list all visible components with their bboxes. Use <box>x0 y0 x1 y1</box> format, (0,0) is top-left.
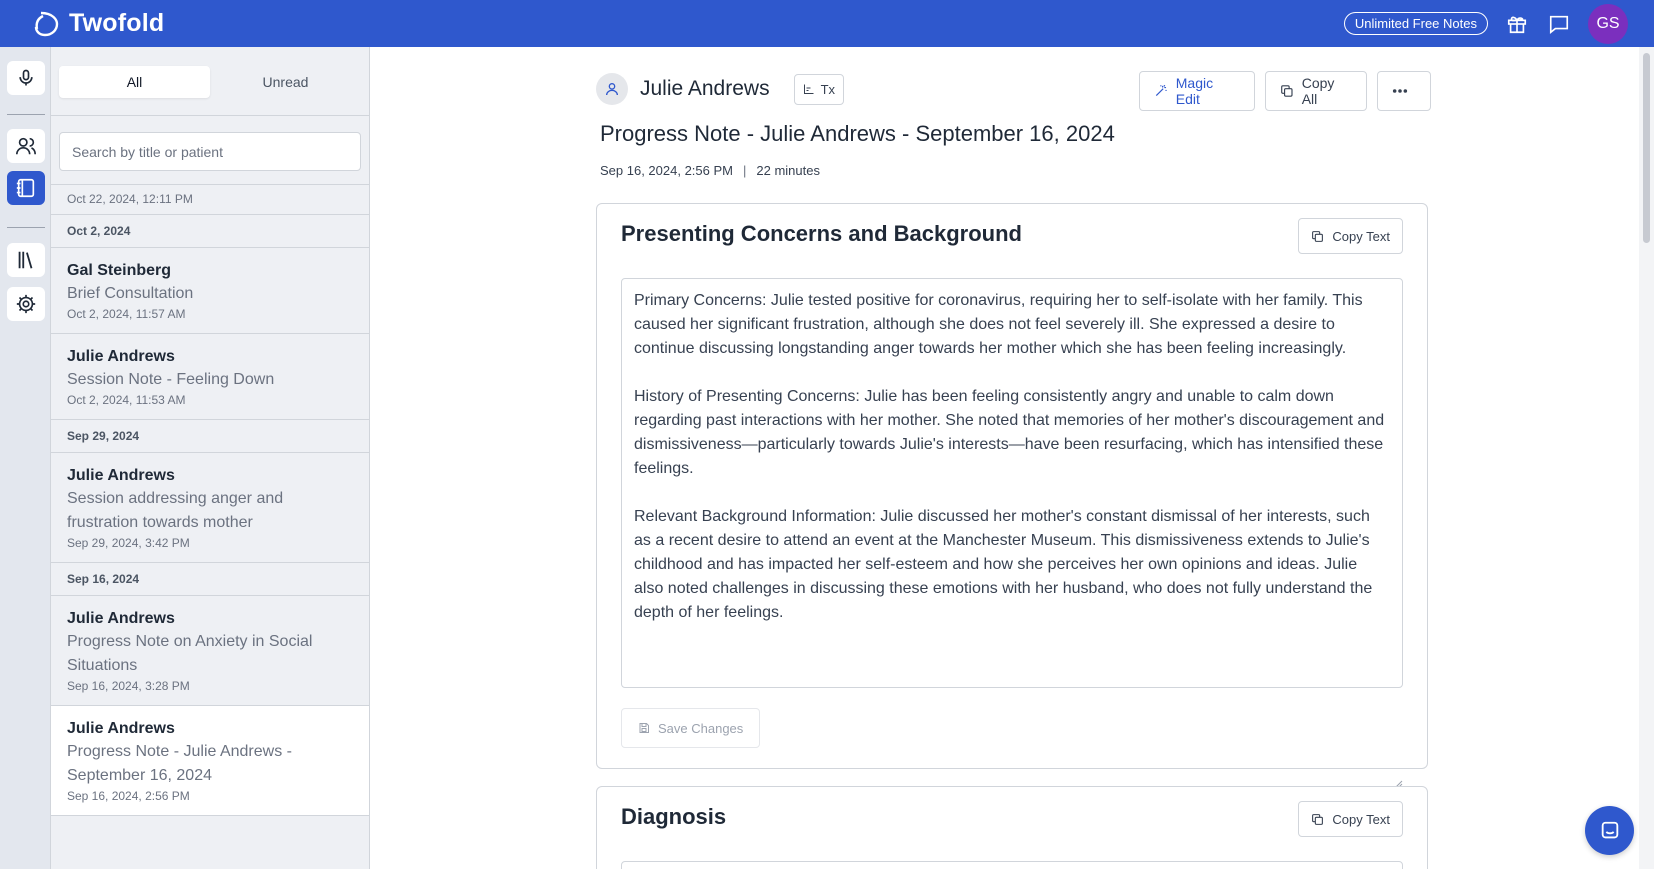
note-meta <box>600 163 820 178</box>
date-group-header: Oct 2, 2024 <box>51 215 370 248</box>
section-text-editor[interactable]: Primary Concerns: Julie tested positive for coronavirus, requiring her to self-isolate with her family. This caused her significant frustration, although she does not feel severely ill. She expressed a desire to continue discussing longstanding anger towards her mother which she has been feeling increasingly. History of Presenting Concerns: Julie has been feeling consistently angry and unable to calm down regarding past interactions with her mother. She noted that memories of her mother's discouragement and dismissiveness—particularly towards Julie's interests—have been resurfacing, which has intensified these feelings. Relevant Background Information: Julie discussed her mother's constant dismissal of her interests, such as a recent desire to attend an event at the Manchester Museum. This dismissiveness extends to Julie's childhood and has impacted her self-esteem and how she perceives her own opinions and ideas. Julie also noted challenges in discussing these emotions with her husband, who does not fully understand the depth of her feelings. <box>621 278 1403 688</box>
chat-icon[interactable] <box>1546 11 1572 37</box>
magic-edit-button[interactable] <box>1139 71 1255 111</box>
copy-text-label: Copy Text <box>1332 228 1390 244</box>
unlimited-notes-badge[interactable]: Unlimited Free Notes <box>1344 12 1488 35</box>
copy-icon <box>1280 84 1294 98</box>
list-item-title: Progress Note on Anxiety in Social Situations <box>67 633 313 674</box>
list-item-date: Sep 16, 2024, 3:28 PM <box>67 679 190 693</box>
user-avatar[interactable]: GS <box>1588 4 1628 44</box>
list-item-patient: Julie Andrews <box>67 348 175 365</box>
notebook-icon <box>15 177 37 199</box>
list-item-patient: Julie Andrews <box>67 720 175 737</box>
list-item[interactable] <box>51 334 370 420</box>
notes-button[interactable] <box>7 171 45 205</box>
section-heading: Diagnosis <box>621 804 727 829</box>
twofold-logo-icon <box>33 10 59 38</box>
section-heading: Presenting Concerns and Background <box>621 221 1022 246</box>
list-item-date: Sep 16, 2024, 2:56 PM <box>67 789 190 803</box>
gift-icon[interactable] <box>1504 11 1530 37</box>
section-presenting-concerns <box>596 203 1428 769</box>
tx-label: Tx <box>820 81 836 97</box>
chat-bubble-icon <box>1599 820 1621 842</box>
copy-text-button[interactable] <box>1298 218 1403 254</box>
section-diagnosis <box>596 786 1428 869</box>
patients-icon <box>15 135 37 157</box>
magic-wand-icon <box>1154 84 1168 98</box>
note-title: Progress Note - Julie Andrews - September 16, 2024 <box>600 121 1115 146</box>
note-datetime: Sep 16, 2024, 2:56 PM <box>600 163 733 178</box>
list-item-selected[interactable] <box>51 706 370 816</box>
microphone-icon <box>16 68 36 88</box>
list-item-patient: Julie Andrews <box>67 467 175 484</box>
note-actions <box>1139 71 1431 111</box>
list-item-title: Progress Note - Julie Andrews - September 16, 2024 <box>67 743 292 784</box>
list-item-title: Session addressing anger and frustration towards mother <box>67 490 284 531</box>
page-scrollbar[interactable] <box>1639 47 1654 869</box>
brand-name: Twofold <box>69 9 165 37</box>
list-item-date: Oct 2, 2024, 11:53 AM <box>67 393 186 407</box>
magic-edit-label: Magic Edit <box>1175 75 1214 107</box>
patient-name[interactable]: Julie Andrews <box>640 77 770 100</box>
search-input[interactable] <box>59 132 361 171</box>
list-item-title: Brief Consultation <box>67 285 194 302</box>
more-options-button[interactable] <box>1377 71 1431 111</box>
date-group-header: Sep 29, 2024 <box>51 420 370 453</box>
list-item-patient: Gal Steinberg <box>67 262 172 279</box>
save-changes-button[interactable] <box>621 708 760 748</box>
brand[interactable] <box>33 9 164 38</box>
settings-button[interactable] <box>7 287 45 321</box>
record-button[interactable] <box>7 61 45 95</box>
icon-rail <box>0 47 51 869</box>
rail-divider <box>7 227 45 228</box>
note-duration: 22 minutes <box>756 163 820 178</box>
list-item[interactable] <box>51 453 370 563</box>
support-chat-button[interactable] <box>1585 806 1634 855</box>
note-detail <box>371 47 1638 869</box>
list-item-date: Sep 29, 2024, 3:42 PM <box>67 536 190 550</box>
list-item-title: Session Note - Feeling Down <box>67 371 275 388</box>
copy-all-label: Copy All <box>1301 75 1335 107</box>
patient-header <box>596 73 844 105</box>
list-item-patient: Julie Andrews <box>67 610 175 627</box>
chart-icon <box>803 83 815 95</box>
copy-all-button[interactable] <box>1265 71 1367 111</box>
tab-unread[interactable]: Unread <box>262 74 309 90</box>
top-bar <box>0 0 1654 47</box>
copy-text-label: Copy Text <box>1332 811 1390 827</box>
patient-avatar[interactable] <box>596 73 628 105</box>
gear-icon <box>15 293 37 315</box>
save-changes-label: Save Changes <box>658 720 744 736</box>
list-item-date: Oct 2, 2024, 11:57 AM <box>67 307 186 321</box>
divider <box>51 115 370 116</box>
patients-button[interactable] <box>7 129 45 163</box>
save-icon <box>638 722 650 734</box>
list-item[interactable] <box>51 596 370 706</box>
date-group-header: Sep 16, 2024 <box>51 563 370 596</box>
copy-icon <box>1311 813 1324 826</box>
library-button[interactable] <box>7 243 45 277</box>
treatment-plan-button[interactable] <box>794 74 844 105</box>
meta-separator: | <box>742 163 747 178</box>
section-text-editor[interactable] <box>621 861 1403 869</box>
library-icon <box>15 249 37 271</box>
copy-icon <box>1311 230 1324 243</box>
notes-panel <box>51 47 370 869</box>
list-item[interactable] <box>51 248 370 334</box>
user-icon <box>604 81 620 97</box>
rail-divider <box>7 114 45 115</box>
more-horizontal-icon <box>1392 88 1408 94</box>
notes-filter-tabs <box>59 66 361 98</box>
tab-all[interactable]: All <box>59 66 210 98</box>
list-item-date: Oct 22, 2024, 12:11 PM <box>51 184 370 215</box>
notes-list[interactable] <box>51 184 370 816</box>
copy-text-button[interactable] <box>1298 801 1403 837</box>
scrollbar-thumb[interactable] <box>1643 53 1650 243</box>
